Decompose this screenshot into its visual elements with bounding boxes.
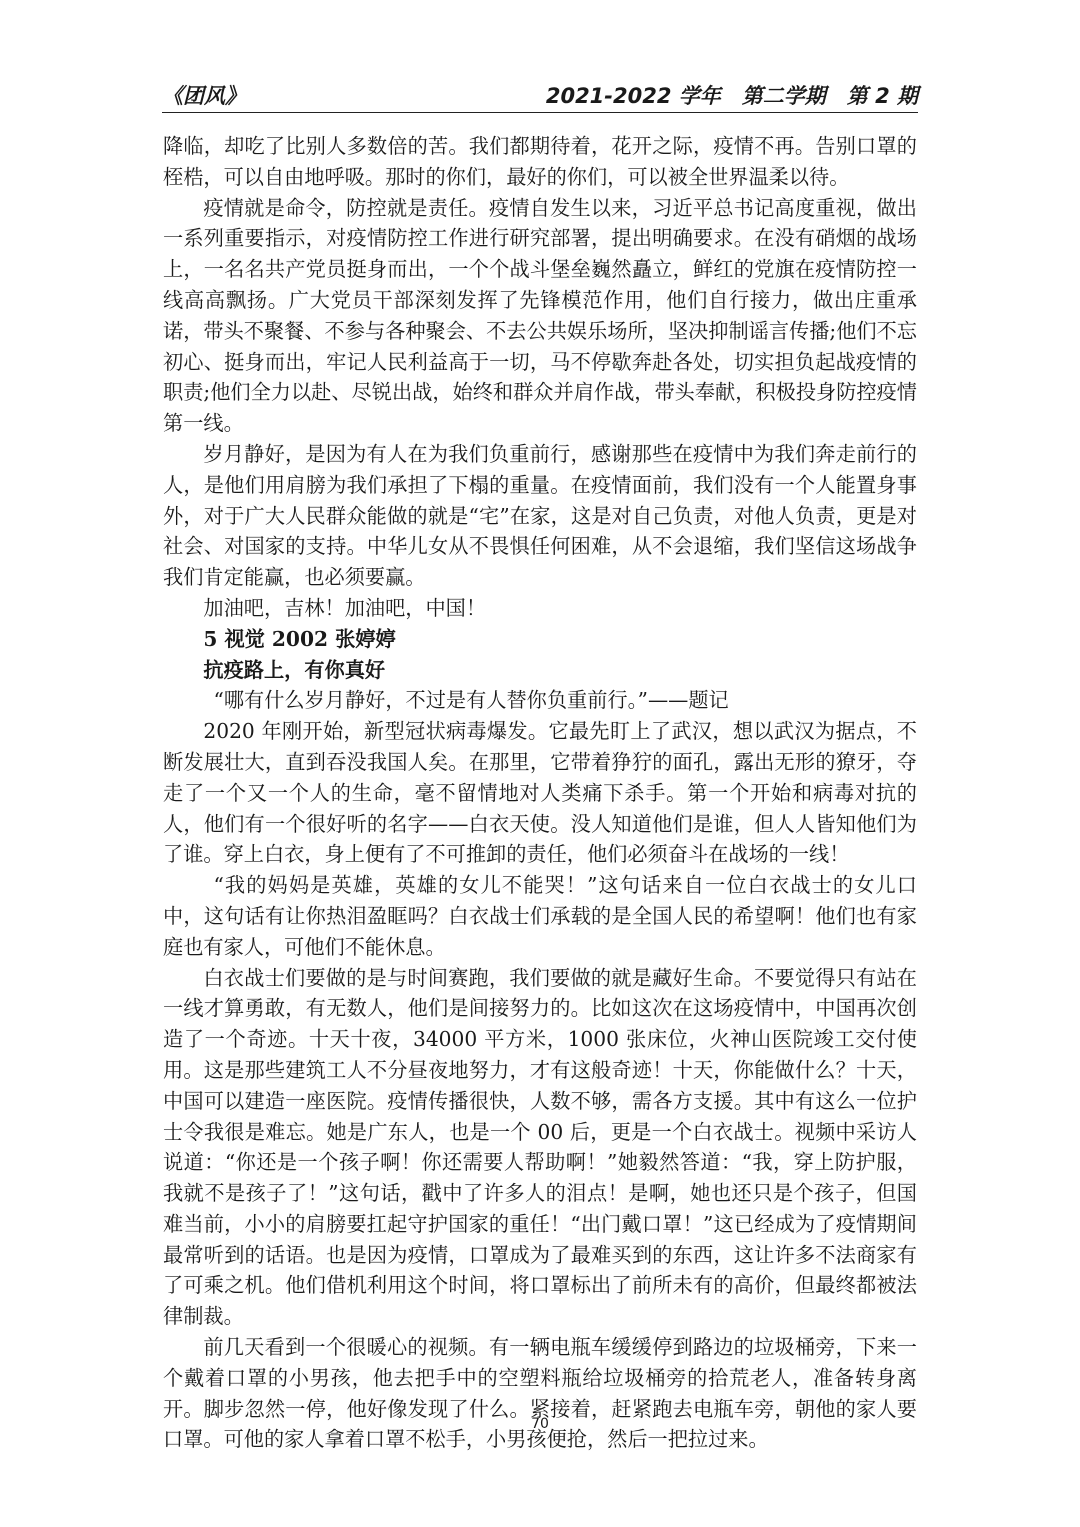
paragraph: 加油吧，吉林！加油吧，中国！: [203, 595, 487, 620]
paragraph: 岁月静好，是因为有人在为我们负重前行，感谢那些在疫情中为我们奔走前行的人，是他们用肩膀为我们承担了下榻的重量。在疫情面前，我们没有一个人能置身事外，对于广大人民群众能做的就是“宅”在家，这是对自己负责，对他人负责，更是对社会、对国家的支持。中华儿女从不畏惧任何困难，从不会退缩，我们坚信这场战争我们肯定能赢，也必须要赢。: [163, 441, 917, 590]
article-title: 抗疫路上，有你真好: [203, 657, 386, 682]
issue-info: 2021-2022 学年 第二学期 第 2 期: [545, 84, 918, 108]
article-body: [163, 131, 917, 1455]
paragraph: 前几天看到一个很暖心的视频。有一辆电瓶车缓缓停到路边的垃圾桶旁，下来一个戴着口罩的小男孩，他去把手中的空塑料瓶给垃圾桶旁的拾荒老人，准备转身离开。脚步忽然一停，他好像发现了什么。紧接着，赶紧跑去电瓶车旁，朝他的家人要口罩。可他的家人拿着口罩不松手，小男孩便抢，然后一把拉过来。: [163, 1335, 917, 1452]
journal-title: 《团风》: [162, 84, 246, 108]
paragraph: 2020 年刚开始，新型冠状病毒爆发。它最先盯上了武汉，想以武汉为据点，不断发展壮大，直到吞没我国人矣。在那里，它带着狰狞的面孔，露出无形的獠牙，夺走了一个又一个人的生命，毫不留情地对人类痛下杀手。第一个开始和病毒对抗的人，他们有一个很好听的名字——白衣天使。没人知道他们是谁，但人人皆知他们为了谁。穿上白衣，身上便有了不可推卸的责任，他们必须奋斗在战场的一线！: [163, 719, 917, 867]
paragraph: 降临，却吃了比别人多数倍的苦。我们都期待着，花开之际，疫情不再。告别口罩的桎梏，可以自由地呼吸。那时的你们，最好的你们，可以被全世界温柔以待。: [163, 134, 917, 189]
paragraph: 白衣战士们要做的是与时间赛跑，我们要做的就是藏好生命。不要觉得只有站在一线才算勇敢，有无数人，他们是间接努力的。比如这次在这场疫情中，中国再次创造了一个奇迹。十天十夜，34000 平方米，1000 张床位，火神山医院竣工交付使用。这是那些建筑工人不分昼夜地努力，才有这般奇迹！十天，你能做什么？十天，中国可以建造一座医院。疫情传播很快，人数不够，需各方支援。其中有这么一位护士令我很是难忘。她是广东人，也是一个 00 后，更是一个白衣战士。视频中采访人说道：“你还是一个孩子啊！你还需要人帮助啊！”她毅然答道：“我，穿上防护服，我就不是孩子了！”这句话，戳中了许多人的泪点！是啊，她也还只是个孩子，但国难当前，小小的肩膀要扛起守护国家的重任！“出门戴口罩！”这已经成为了疫情期间最常听到的话语。也是因为疫情，口罩成为了最难买到的东西，这让许多不法商家有了可乘之机。他们借机利用这个时间，将口罩标出了前所未有的高价，但最终都被法律制裁。: [163, 965, 917, 1329]
author-line: 5 视觉 2002 张婷婷: [203, 626, 396, 651]
paragraph: “我的妈妈是英雄，英雄的女儿不能哭！”这句话来自一位白衣战士的女儿口中，这句话有让你热泪盈眶吗？白衣战士们承载的是全国人民的希望啊！他们也有家庭也有家人，可他们不能休息。: [163, 873, 917, 959]
running-header: [162, 76, 918, 113]
paragraph: 疫情就是命令，防控就是责任。疫情自发生以来，习近平总书记高度重视，做出一系列重要指示，对疫情防控工作进行研究部署，提出明确要求。在没有硝烟的战场上，一名名共产党员挺身而出，一个个战斗堡垒巍然矗立，鲜红的党旗在疫情防控一线高高飘扬。广大党员干部深刻发挥了先锋模范作用，他们自行接力，做出庄重承诺，带头不聚餐、不参与各种聚会、不去公共娱乐场所，坚决抑制谣言传播;他们不忘初心、挺身而出，牢记人民利益高于一切，马不停歇奔赴各处，切实担负起战疫情的职责;他们全力以赴、尽锐出战，始终和群众并肩作战，带头奉献，积极投身防控疫情第一线。: [163, 195, 917, 436]
epigraph: “哪有什么岁月静好，不过是有人替你负重前行。”——题记: [213, 688, 729, 713]
page-number: 70: [531, 1416, 549, 1432]
